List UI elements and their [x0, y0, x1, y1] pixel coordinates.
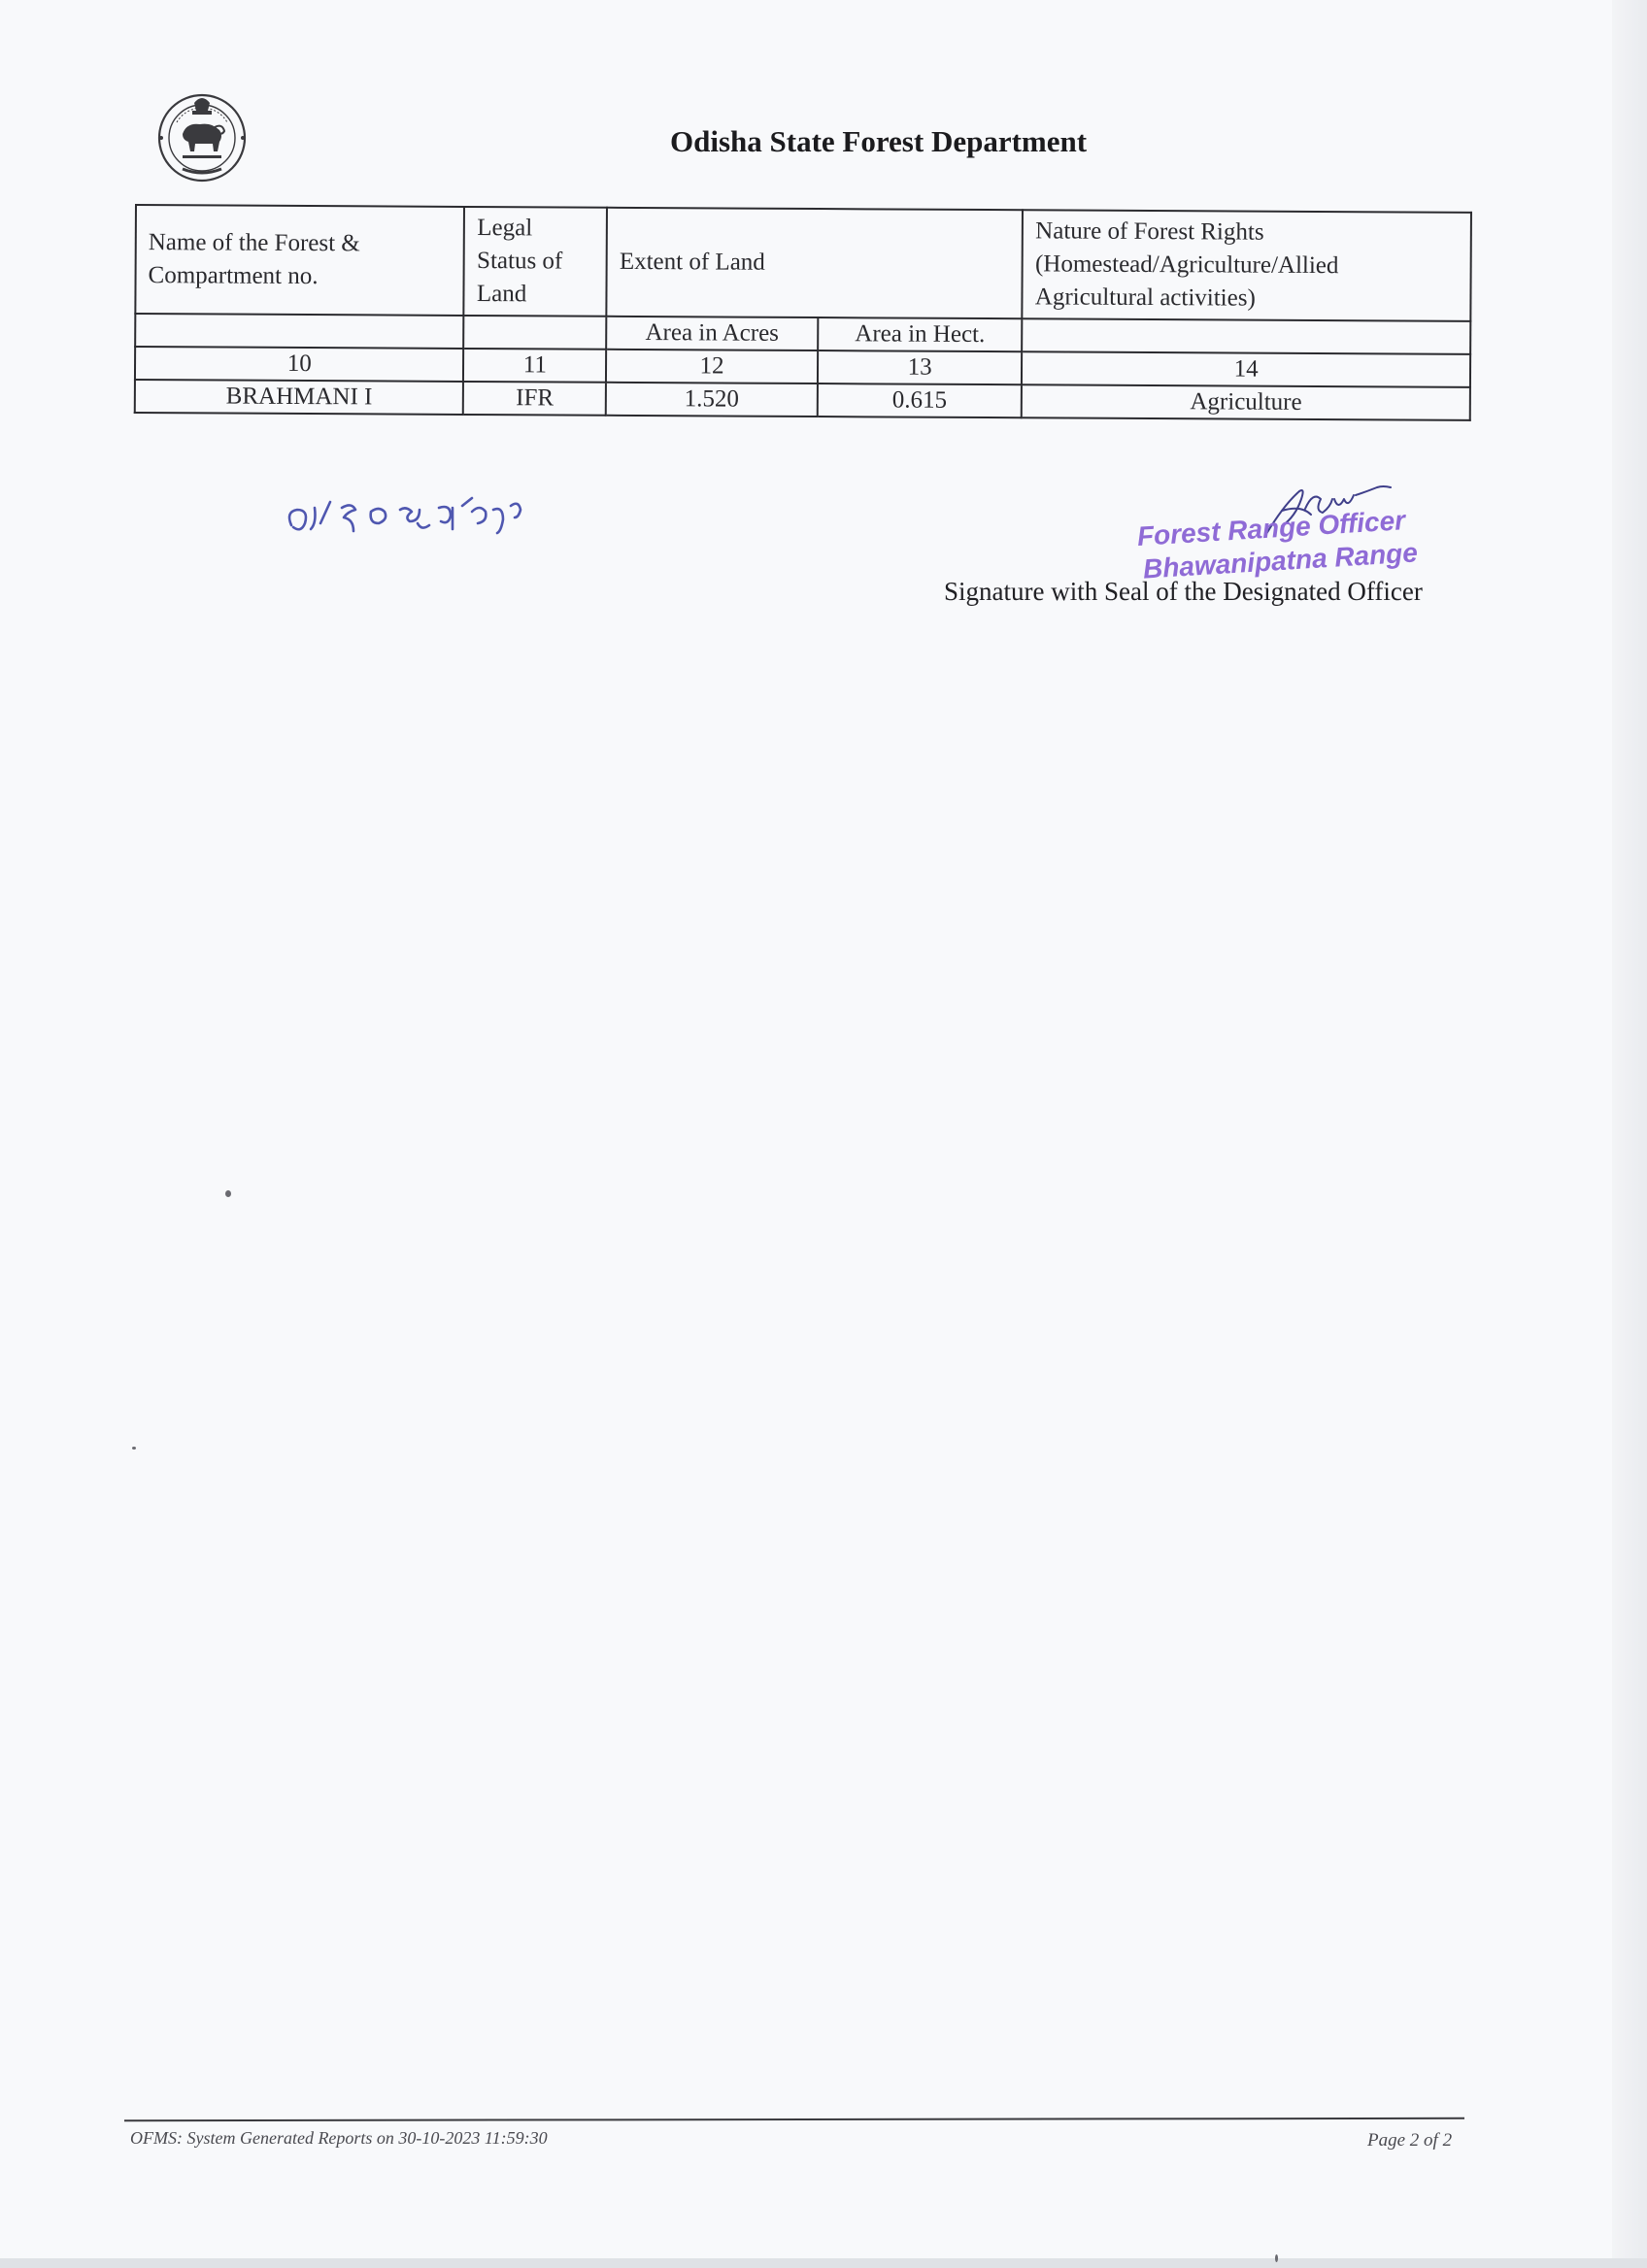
subheader-empty [135, 314, 464, 349]
page-edge [1612, 0, 1647, 2268]
subheader-empty [464, 316, 607, 350]
column-number: 10 [135, 347, 464, 382]
scan-speck [132, 1447, 136, 1450]
column-number: 13 [818, 350, 1023, 384]
column-number: 11 [463, 349, 606, 383]
column-number: 14 [1022, 351, 1470, 387]
header-extent-of-land: Extent of Land [607, 208, 1024, 318]
document-title: Odisha State Forest Department [670, 124, 1088, 158]
footer-system-report: OFMS: System Generated Reports on 30-10-2023 11:59:30 [130, 2128, 548, 2148]
handwritten-date-note [282, 490, 573, 545]
header-area-hect: Area in Hect. [818, 317, 1023, 351]
table-header-row [135, 205, 1471, 321]
odisha-emblem-icon [153, 83, 251, 188]
table-row [135, 380, 1470, 420]
forest-rights-table [134, 204, 1472, 421]
officer-seal-stamp [1136, 503, 1419, 585]
cell-nature: Agriculture [1022, 384, 1470, 420]
seal-line-designation: Forest Range Officer [1136, 505, 1406, 551]
cell-forest-name: BRAHMANI I [135, 380, 464, 415]
cell-area-hect: 0.615 [818, 384, 1023, 417]
subheader-empty [1022, 318, 1470, 354]
header-legal-status: Legal Status of Land [464, 207, 607, 317]
column-number: 12 [606, 350, 818, 384]
header-area-acres: Area in Acres [606, 317, 818, 350]
seal-line-range: Bhawanipatna Range [1142, 537, 1419, 584]
cell-legal-status: IFR [463, 382, 606, 416]
cell-area-acres: 1.520 [606, 383, 818, 417]
scan-bottom-edge [0, 2258, 1647, 2268]
header-nature-of-rights: Nature of Forest Rights (Homestead/Agriculture/Allied Agricultural activities) [1023, 210, 1471, 321]
header-forest-name: Name of the Forest & Compartment no. [135, 205, 464, 316]
footer-page-number: Page 2 of 2 [1367, 2130, 1453, 2151]
scan-speck [225, 1190, 231, 1197]
signature-caption: Signature with Seal of the Designated Officer [944, 577, 1423, 606]
footer-divider [124, 2118, 1464, 2121]
scan-speck [1275, 2254, 1278, 2262]
